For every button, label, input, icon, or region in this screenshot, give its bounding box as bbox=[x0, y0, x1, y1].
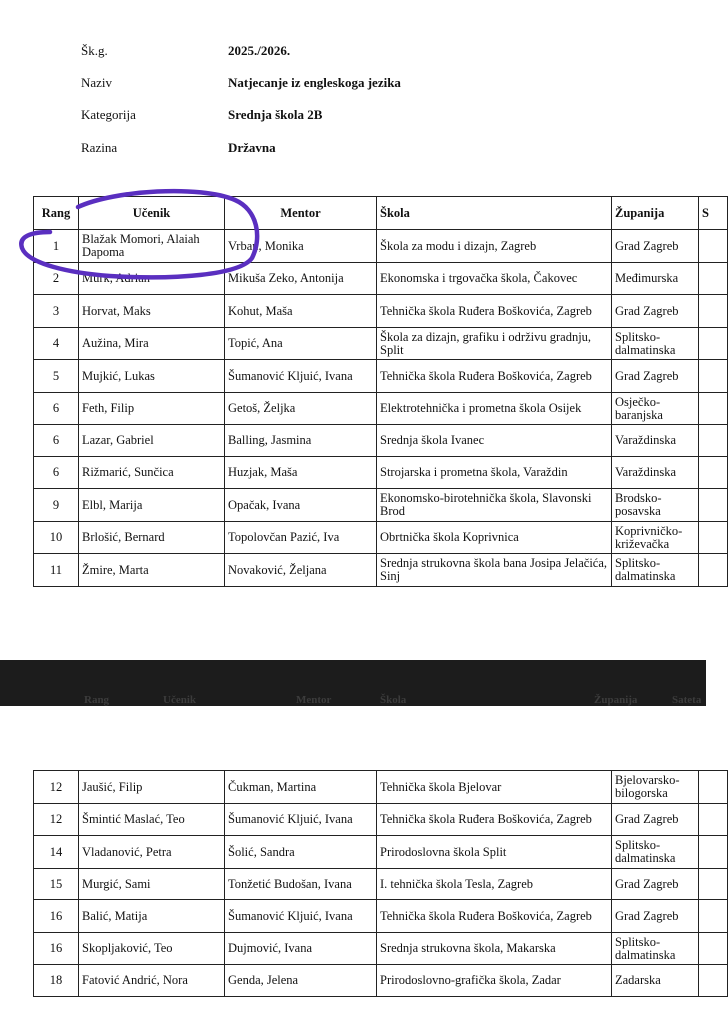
table-row bbox=[34, 804, 728, 836]
student-cell: Horvat, Maks bbox=[79, 295, 225, 328]
extra-cell bbox=[699, 771, 728, 804]
extra-cell bbox=[699, 328, 728, 360]
county-cell: Zadarska bbox=[612, 965, 699, 997]
results-table-page1 bbox=[33, 196, 728, 587]
student-cell: Blažak Momori, Alaiah Dapoma bbox=[79, 230, 225, 263]
rank-cell: 2 bbox=[34, 263, 79, 295]
column-header-rang: Rang bbox=[34, 197, 79, 230]
rank-cell: 10 bbox=[34, 522, 79, 554]
county-cell: Grad Zagreb bbox=[612, 804, 699, 836]
rank-cell: 6 bbox=[34, 425, 79, 457]
school-cell: Srednja strukovna škola, Makarska bbox=[377, 933, 612, 965]
county-cell: Grad Zagreb bbox=[612, 869, 699, 900]
rank-cell: 6 bbox=[34, 457, 79, 489]
rank-cell: 6 bbox=[34, 393, 79, 425]
ghost-header-cell: Županija bbox=[594, 694, 638, 706]
extra-cell bbox=[699, 554, 728, 587]
student-cell: Murgić, Sami bbox=[79, 869, 225, 900]
ghost-header-row bbox=[0, 694, 706, 706]
extra-cell bbox=[699, 295, 728, 328]
table-row bbox=[34, 360, 728, 393]
meta-row-level bbox=[81, 140, 581, 160]
table-row bbox=[34, 933, 728, 965]
student-cell: Feth, Filip bbox=[79, 393, 225, 425]
rank-cell: 16 bbox=[34, 933, 79, 965]
rank-cell: 15 bbox=[34, 869, 79, 900]
meta-value: Natjecanje iz engleskoga jezika bbox=[228, 75, 401, 90]
meta-label: Razina bbox=[81, 140, 118, 155]
school-cell: Obrtnička škola Koprivnica bbox=[377, 522, 612, 554]
results-table-page2 bbox=[33, 770, 728, 997]
county-cell: Splitsko-dalmatinska bbox=[612, 836, 699, 869]
table-row bbox=[34, 393, 728, 425]
student-cell: Fatović Andrić, Nora bbox=[79, 965, 225, 997]
county-cell: Grad Zagreb bbox=[612, 230, 699, 263]
table-row bbox=[34, 554, 728, 587]
ghost-header-cell: Škola bbox=[380, 694, 407, 706]
school-cell: Srednja škola Ivanec bbox=[377, 425, 612, 457]
county-cell: Međimurska bbox=[612, 263, 699, 295]
mentor-cell: Šumanović Kljuić, Ivana bbox=[225, 900, 377, 933]
student-cell: Žmire, Marta bbox=[79, 554, 225, 587]
table-row bbox=[34, 230, 728, 263]
mentor-cell: Genda, Jelena bbox=[225, 965, 377, 997]
table-header-row bbox=[34, 197, 728, 230]
rank-cell: 9 bbox=[34, 489, 79, 522]
extra-cell bbox=[699, 457, 728, 489]
extra-cell bbox=[699, 900, 728, 933]
county-cell: Splitsko-dalmatinska bbox=[612, 328, 699, 360]
mentor-cell: Balling, Jasmina bbox=[225, 425, 377, 457]
school-cell: Tehnička škola Ruđera Boškovića, Zagreb bbox=[377, 360, 612, 393]
extra-cell bbox=[699, 804, 728, 836]
column-header-ucenik: Učenik bbox=[79, 197, 225, 230]
mentor-cell: Tonžetić Budošan, Ivana bbox=[225, 869, 377, 900]
student-cell: Lazar, Gabriel bbox=[79, 425, 225, 457]
table-row bbox=[34, 522, 728, 554]
rank-cell: 11 bbox=[34, 554, 79, 587]
student-cell: Šmintić Maslać, Teo bbox=[79, 804, 225, 836]
mentor-cell: Topolovčan Pazić, Iva bbox=[225, 522, 377, 554]
extra-cell bbox=[699, 360, 728, 393]
mentor-cell: Opačak, Ivana bbox=[225, 489, 377, 522]
county-cell: Grad Zagreb bbox=[612, 360, 699, 393]
mentor-cell: Čukman, Martina bbox=[225, 771, 377, 804]
table-row bbox=[34, 771, 728, 804]
extra-cell bbox=[699, 489, 728, 522]
meta-value: Državna bbox=[228, 140, 276, 155]
table-row bbox=[34, 836, 728, 869]
mentor-cell: Topić, Ana bbox=[225, 328, 377, 360]
school-cell: Prirodoslovna škola Split bbox=[377, 836, 612, 869]
extra-cell bbox=[699, 263, 728, 295]
county-cell: Osječko-baranjska bbox=[612, 393, 699, 425]
meta-value: 2025./2026. bbox=[228, 43, 291, 58]
county-cell: Grad Zagreb bbox=[612, 900, 699, 933]
extra-cell bbox=[699, 393, 728, 425]
student-cell: Rižmarić, Sunčica bbox=[79, 457, 225, 489]
table-row bbox=[34, 965, 728, 997]
county-cell: Bjelovarsko-bilogorska bbox=[612, 771, 699, 804]
ghost-header-cell: Mentor bbox=[296, 694, 332, 706]
school-cell: I. tehnička škola Tesla, Zagreb bbox=[377, 869, 612, 900]
school-cell: Strojarska i prometna škola, Varaždin bbox=[377, 457, 612, 489]
rank-cell: 3 bbox=[34, 295, 79, 328]
ghost-header-cell: Rang bbox=[84, 694, 110, 706]
ghost-header-cell: Sateta bbox=[672, 694, 702, 706]
table-body-page2 bbox=[34, 771, 728, 997]
rank-cell: 5 bbox=[34, 360, 79, 393]
table-body-page1 bbox=[34, 230, 728, 587]
rank-cell: 12 bbox=[34, 771, 79, 804]
column-header-s: S bbox=[699, 197, 728, 230]
mentor-cell: Huzjak, Maša bbox=[225, 457, 377, 489]
school-cell: Ekonomsko-birotehnička škola, Slavonski Brod bbox=[377, 489, 612, 522]
school-cell: Škola za modu i dizajn, Zagreb bbox=[377, 230, 612, 263]
school-cell: Ekonomska i trgovačka škola, Čakovec bbox=[377, 263, 612, 295]
rank-cell: 16 bbox=[34, 900, 79, 933]
mentor-cell: Getoš, Željka bbox=[225, 393, 377, 425]
meta-value: Srednja škola 2B bbox=[228, 107, 323, 122]
school-cell: Tehnička škola Ruđera Boškovića, Zagreb bbox=[377, 804, 612, 836]
student-cell: Elbl, Marija bbox=[79, 489, 225, 522]
county-cell: Varaždinska bbox=[612, 425, 699, 457]
school-cell: Škola za dizajn, grafiku i održivu gradnju, Split bbox=[377, 328, 612, 360]
mentor-cell: Šumanović Kljuić, Ivana bbox=[225, 804, 377, 836]
county-cell: Brodsko-posavska bbox=[612, 489, 699, 522]
mentor-cell: Šumanović Kljuić, Ivana bbox=[225, 360, 377, 393]
student-cell: Vladanović, Petra bbox=[79, 836, 225, 869]
school-cell: Tehnička škola Bjelovar bbox=[377, 771, 612, 804]
student-cell: Aužina, Mira bbox=[79, 328, 225, 360]
rank-cell: 14 bbox=[34, 836, 79, 869]
mentor-cell: Kohut, Maša bbox=[225, 295, 377, 328]
meta-row-name bbox=[81, 75, 581, 95]
extra-cell bbox=[699, 933, 728, 965]
student-cell: Jaušić, Filip bbox=[79, 771, 225, 804]
extra-cell bbox=[699, 425, 728, 457]
mentor-cell: Novaković, Željana bbox=[225, 554, 377, 587]
school-cell: Tehnička škola Ruđera Boškovića, Zagreb bbox=[377, 295, 612, 328]
extra-cell bbox=[699, 230, 728, 263]
student-cell: Skopljaković, Teo bbox=[79, 933, 225, 965]
county-cell: Koprivničko-križevačka bbox=[612, 522, 699, 554]
rank-cell: 12 bbox=[34, 804, 79, 836]
table-row bbox=[34, 457, 728, 489]
table-row bbox=[34, 328, 728, 360]
meta-row-category bbox=[81, 107, 581, 127]
student-cell: Mujkić, Lukas bbox=[79, 360, 225, 393]
county-cell: Splitsko-dalmatinska bbox=[612, 933, 699, 965]
meta-label: Naziv bbox=[81, 75, 113, 90]
extra-cell bbox=[699, 869, 728, 900]
column-header-mentor: Mentor bbox=[225, 197, 377, 230]
county-cell: Grad Zagreb bbox=[612, 295, 699, 328]
meta-label: Kategorija bbox=[81, 107, 136, 122]
mentor-cell: Dujmović, Ivana bbox=[225, 933, 377, 965]
extra-cell bbox=[699, 522, 728, 554]
school-cell: Srednja strukovna škola bana Josipa Jelačića, Sinj bbox=[377, 554, 612, 587]
extra-cell bbox=[699, 965, 728, 997]
mentor-cell: Vrban, Monika bbox=[225, 230, 377, 263]
county-cell: Splitsko-dalmatinska bbox=[612, 554, 699, 587]
table-row bbox=[34, 263, 728, 295]
table-row bbox=[34, 489, 728, 522]
rank-cell: 1 bbox=[34, 230, 79, 263]
ghost-header-cell: Učenik bbox=[163, 694, 196, 706]
county-cell: Varaždinska bbox=[612, 457, 699, 489]
mentor-cell: Šolić, Sandra bbox=[225, 836, 377, 869]
student-cell: Balić, Matija bbox=[79, 900, 225, 933]
table-row bbox=[34, 869, 728, 900]
column-header-skola: Škola bbox=[377, 197, 612, 230]
school-cell: Prirodoslovno-grafička škola, Zadar bbox=[377, 965, 612, 997]
school-cell: Tehnička škola Ruđera Boškovića, Zagreb bbox=[377, 900, 612, 933]
column-header-zupanija: Županija bbox=[612, 197, 699, 230]
rank-cell: 4 bbox=[34, 328, 79, 360]
student-cell: Murk, Adrian bbox=[79, 263, 225, 295]
meta-row-year bbox=[81, 43, 581, 63]
table-row bbox=[34, 900, 728, 933]
table-row bbox=[34, 425, 728, 457]
school-cell: Elektrotehnička i prometna škola Osijek bbox=[377, 393, 612, 425]
table-row bbox=[34, 295, 728, 328]
mentor-cell: Mikuša Zeko, Antonija bbox=[225, 263, 377, 295]
meta-label: Šk.g. bbox=[81, 43, 108, 58]
extra-cell bbox=[699, 836, 728, 869]
student-cell: Brlošić, Bernard bbox=[79, 522, 225, 554]
rank-cell: 18 bbox=[34, 965, 79, 997]
